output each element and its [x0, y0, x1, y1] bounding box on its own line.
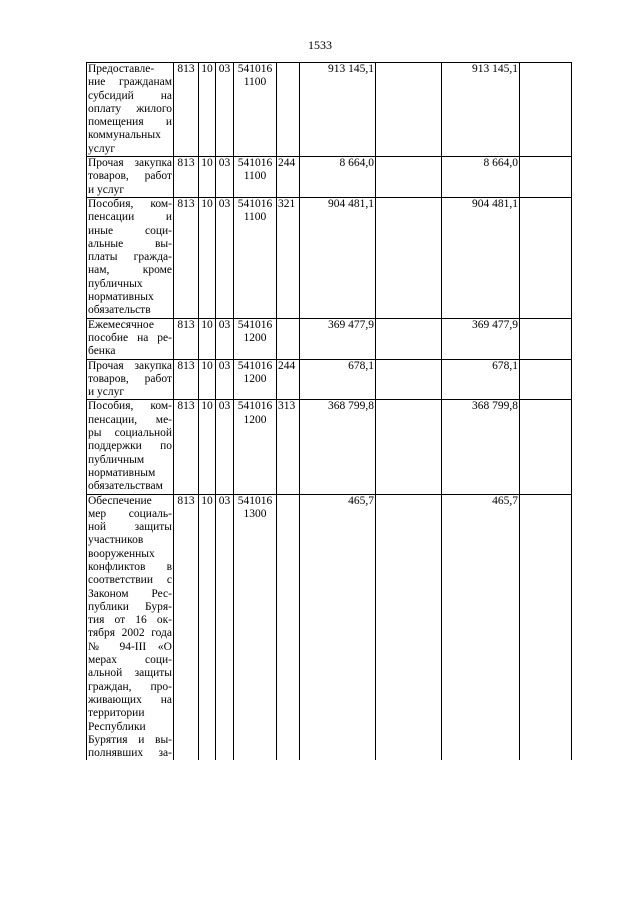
expense-type-cell: 321: [277, 197, 300, 318]
ministry-code-cell: 813: [174, 400, 199, 494]
section-code-cell: 10: [199, 400, 216, 494]
expense-type-cell: 313: [277, 400, 300, 494]
row-name-line: обязательств: [88, 304, 151, 317]
table-row: [87, 494, 572, 760]
row-name-cell: [87, 157, 174, 198]
empty-cell-last: [520, 197, 572, 318]
budget-table: [86, 62, 572, 760]
row-name-line: публичных: [88, 277, 143, 290]
empty-cell-last: [520, 63, 572, 157]
amount-total-cell: 465,7: [442, 494, 520, 760]
row-name-line: Прочая закупка: [88, 359, 172, 372]
empty-cell: [376, 318, 442, 359]
section-code-cell: 10: [199, 157, 216, 198]
expense-type-cell: 244: [277, 157, 300, 198]
subsection-code-cell: 03: [216, 157, 234, 198]
empty-cell-last: [520, 400, 572, 494]
empty-cell: [376, 197, 442, 318]
empty-cell-last: [520, 359, 572, 400]
row-name-line: мер социаль-: [88, 507, 172, 520]
row-name-line: публики Буря-: [88, 600, 172, 613]
subsection-code-cell: 03: [216, 400, 234, 494]
amount-total-cell: 913 145,1: [442, 63, 520, 157]
amount-total-cell: 904 481,1: [442, 197, 520, 318]
table-row: [87, 63, 572, 157]
row-name-line: нам, кроме: [88, 264, 172, 277]
row-name-line: оплату жилого: [88, 102, 172, 115]
target-code-line: 541016: [237, 359, 273, 372]
section-code-cell: 10: [199, 197, 216, 318]
table-row: [87, 359, 572, 400]
row-name-line: конфликтов в: [88, 560, 172, 573]
row-name-line: Республики: [88, 720, 146, 733]
target-code-line: 541016: [237, 157, 273, 170]
target-code-cell: [234, 400, 277, 494]
target-code-line: 1200: [243, 372, 267, 385]
row-name-line: Предоставле-: [88, 63, 155, 75]
row-name-line: альные вы-: [88, 237, 172, 250]
row-name-line: иные соци-: [88, 224, 172, 237]
amount-cell: 8 664,0: [300, 157, 376, 198]
row-name-line: нормативных: [88, 291, 154, 304]
row-name-line: бенка: [88, 345, 116, 358]
row-name-line: Пособия, ком-: [88, 197, 172, 210]
target-code-line: 1100: [243, 170, 267, 183]
target-code-line: 1100: [243, 76, 267, 89]
target-code-cell: [234, 63, 277, 157]
row-name-line: нормативным: [88, 466, 156, 479]
ministry-code-cell: 813: [174, 359, 199, 400]
row-name-line: живающих на: [88, 693, 172, 706]
table-row: [87, 318, 572, 359]
row-name-line: Пособия, ком-: [88, 400, 172, 413]
row-name-line: альной защиты: [88, 667, 172, 680]
target-code-line: 1100: [243, 211, 267, 224]
amount-cell: 369 477,9: [300, 318, 376, 359]
row-name-line: Ежемесячное: [88, 318, 154, 331]
row-name-line: вооруженных: [88, 547, 155, 560]
subsection-code-cell: 03: [216, 359, 234, 400]
target-code-line: 541016: [237, 318, 273, 331]
section-code-cell: 10: [199, 63, 216, 157]
section-code-cell: 10: [199, 359, 216, 400]
target-code-line: 541016: [237, 63, 273, 75]
row-name-line: Прочая закупка: [88, 157, 172, 170]
row-name-line: соответствии с: [88, 574, 172, 587]
target-code-cell: [234, 157, 277, 198]
row-name-line: Обеспечение: [88, 494, 152, 507]
amount-cell: 913 145,1: [300, 63, 376, 157]
row-name-cell: [87, 494, 174, 760]
row-name-line: ние гражданам: [88, 76, 172, 89]
amount-total-cell: 368 799,8: [442, 400, 520, 494]
amount-cell: 465,7: [300, 494, 376, 760]
subsection-code-cell: 03: [216, 63, 234, 157]
empty-cell: [376, 400, 442, 494]
row-name-line: граждан, про-: [88, 680, 172, 693]
section-code-cell: 10: [199, 494, 216, 760]
ministry-code-cell: 813: [174, 494, 199, 760]
expense-type-cell: [277, 494, 300, 760]
target-code-line: 1200: [243, 331, 267, 344]
row-name-line: и услуг: [88, 386, 125, 399]
row-name-line: поддержки по: [88, 440, 172, 453]
row-name-line: Законом Рес-: [88, 587, 172, 600]
ministry-code-cell: 813: [174, 197, 199, 318]
section-code-cell: 10: [199, 318, 216, 359]
empty-cell: [376, 359, 442, 400]
row-name-cell: [87, 63, 174, 157]
ministry-code-cell: 813: [174, 157, 199, 198]
row-name-line: полнявших за-: [88, 747, 172, 760]
empty-cell: [376, 494, 442, 760]
subsection-code-cell: 03: [216, 197, 234, 318]
row-name-cell: [87, 318, 174, 359]
target-code-line: 1200: [243, 413, 267, 426]
table-row: [87, 157, 572, 198]
row-name-line: субсидий на: [88, 89, 172, 102]
empty-cell: [376, 63, 442, 157]
amount-total-cell: 369 477,9: [442, 318, 520, 359]
target-code-line: 541016: [237, 494, 273, 507]
ministry-code-cell: 813: [174, 318, 199, 359]
amount-cell: 678,1: [300, 359, 376, 400]
row-name-line: участников: [88, 534, 144, 547]
row-name-line: товаров, работ: [88, 170, 172, 183]
row-name-line: ной защиты: [88, 521, 172, 534]
row-name-line: мерах соци-: [88, 654, 172, 667]
row-name-cell: [87, 400, 174, 494]
row-name-line: тября 2002 года: [88, 627, 172, 640]
row-name-line: пенсации и: [88, 211, 172, 224]
row-name-line: услуг: [88, 142, 116, 155]
table-row: [87, 197, 572, 318]
expense-type-cell: [277, 318, 300, 359]
target-code-line: 541016: [237, 400, 273, 413]
row-name-line: публичным: [88, 453, 145, 466]
target-code-cell: [234, 359, 277, 400]
row-name-line: Бурятия и вы-: [88, 733, 172, 746]
row-name-cell: [87, 359, 174, 400]
row-name-line: тия от 16 ок-: [88, 614, 172, 627]
row-name-line: территории: [88, 707, 145, 720]
target-code-line: 1300: [243, 507, 267, 520]
empty-cell: [376, 157, 442, 198]
row-name-line: товаров, работ: [88, 372, 172, 385]
target-code-line: 541016: [237, 197, 273, 210]
row-name-line: и услуг: [88, 183, 125, 196]
expense-type-cell: 244: [277, 359, 300, 400]
ministry-code-cell: 813: [174, 63, 199, 157]
row-name-line: пенсации, ме-: [88, 413, 172, 426]
row-name-line: помещения и: [88, 116, 172, 129]
expense-type-cell: [277, 63, 300, 157]
amount-total-cell: 8 664,0: [442, 157, 520, 198]
row-name-line: № 94-III «О: [88, 640, 172, 653]
empty-cell-last: [520, 157, 572, 198]
amount-cell: 368 799,8: [300, 400, 376, 494]
table-row: [87, 400, 572, 494]
row-name-line: ры социальной: [88, 427, 172, 440]
row-name-line: пособие на ре-: [88, 331, 172, 344]
row-name-line: платы гражда-: [88, 251, 172, 264]
target-code-cell: [234, 197, 277, 318]
empty-cell-last: [520, 494, 572, 760]
row-name-line: коммунальных: [88, 129, 161, 142]
amount-cell: 904 481,1: [300, 197, 376, 318]
target-code-cell: [234, 318, 277, 359]
table-body: [87, 63, 572, 761]
row-name-cell: [87, 197, 174, 318]
row-name-line: обязательствам: [88, 480, 163, 493]
empty-cell-last: [520, 318, 572, 359]
subsection-code-cell: 03: [216, 494, 234, 760]
target-code-cell: [234, 494, 277, 760]
page-number: 1533: [308, 38, 332, 52]
amount-total-cell: 678,1: [442, 359, 520, 400]
subsection-code-cell: 03: [216, 318, 234, 359]
